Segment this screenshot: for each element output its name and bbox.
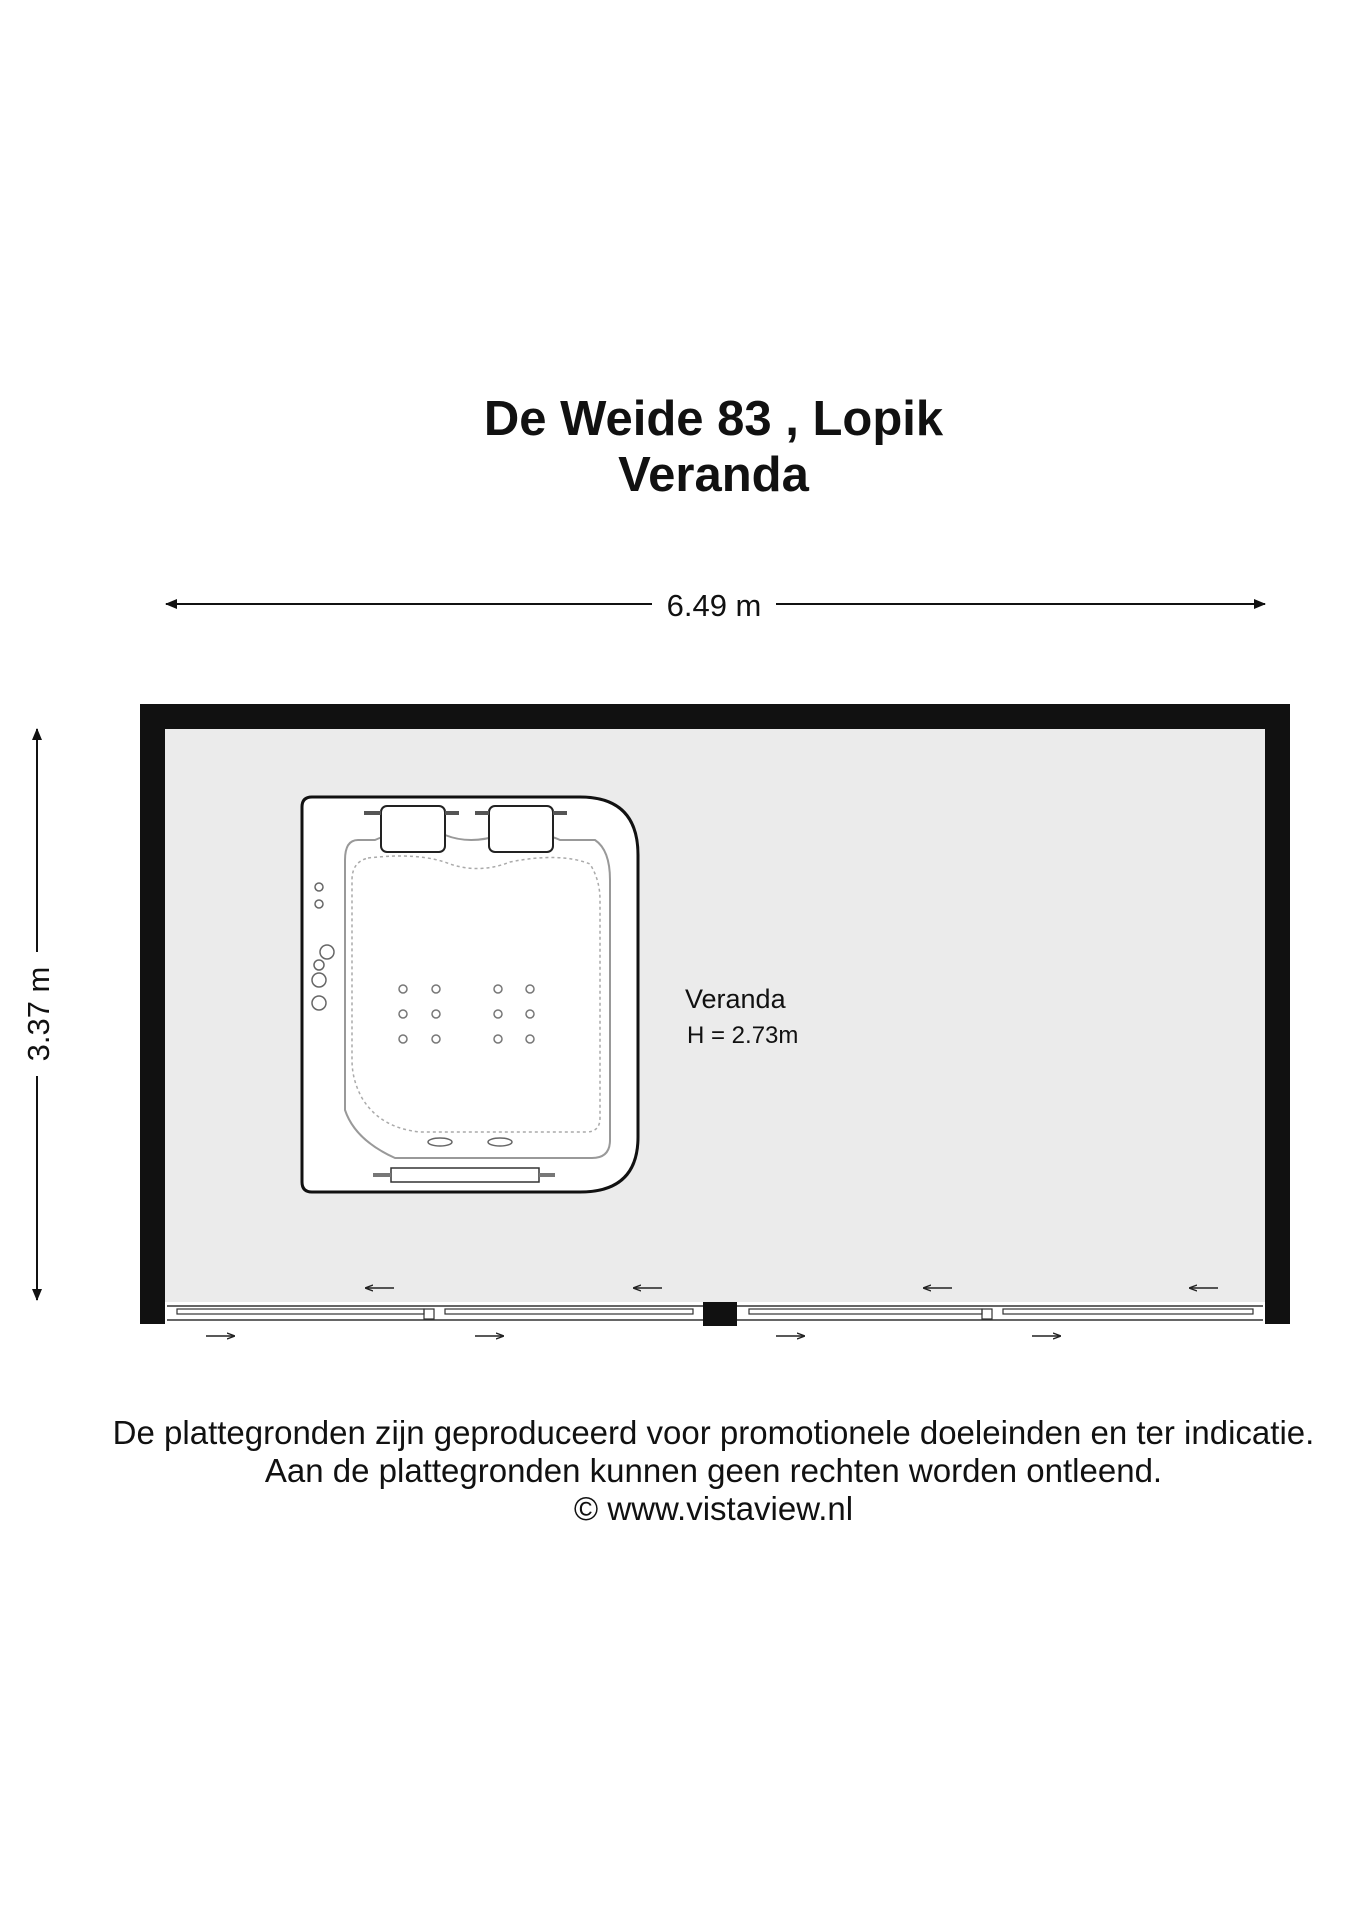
width-dimension-label: 6.49 m — [666, 588, 762, 623]
room-height-label: H = 2.73m — [687, 1022, 799, 1049]
room-name-label: Veranda — [685, 984, 786, 1014]
height-dimension-label: 3.37 m — [21, 966, 56, 1062]
disclaimer-line-2: Aan de plattegronden kunnen geen rechten worden ontleend. — [264, 1452, 1163, 1489]
height-dimension — [21, 729, 56, 1300]
copyright-line: © www.vistaview.nl — [573, 1490, 854, 1527]
width-dimension — [166, 588, 1265, 623]
disclaimer-line-1: De plattegronden zijn geproduceerd voor promotionele doeleinden en ter indicatie. — [112, 1414, 1315, 1451]
plan-floor-title: Veranda — [618, 448, 809, 502]
plan-address-title: De Weide 83 , Lopik — [483, 392, 944, 446]
jacuzzi-icon — [302, 797, 638, 1192]
